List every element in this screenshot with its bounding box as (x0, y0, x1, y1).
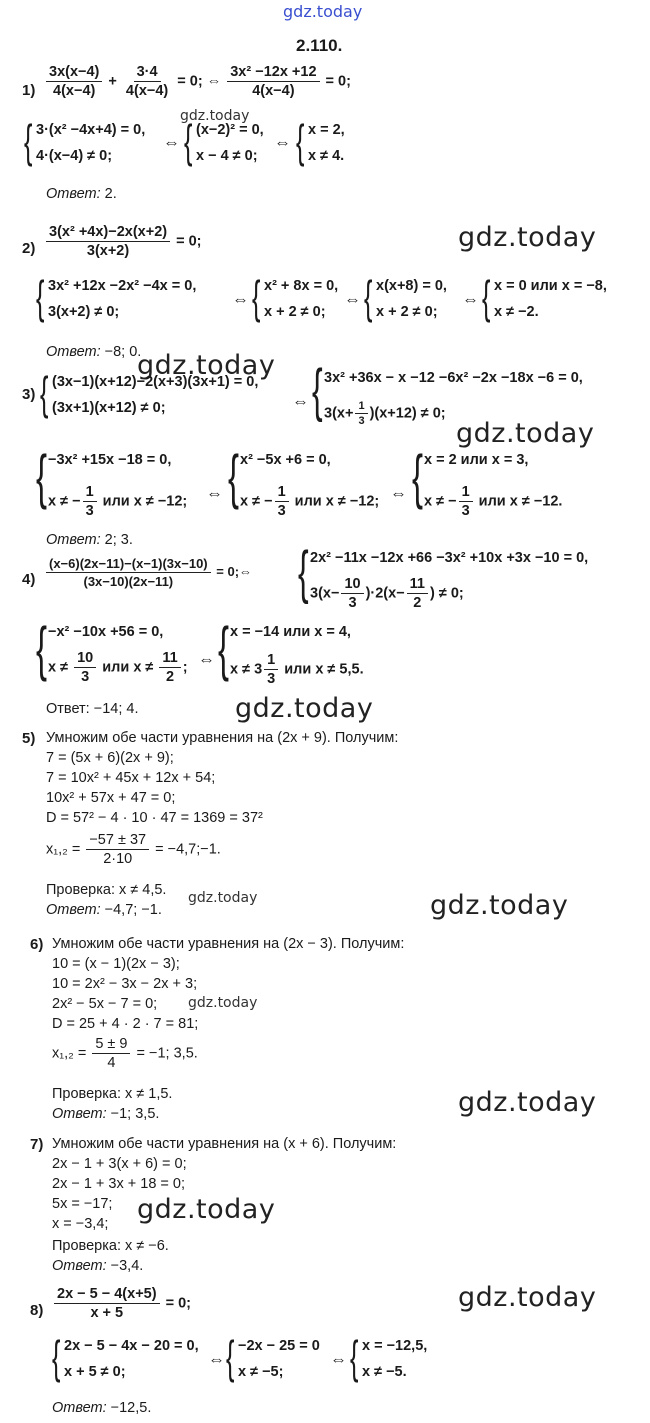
denominator: x + 5 (90, 1305, 124, 1321)
equivalence-symbol: ⇔ (208, 1350, 225, 1369)
system-row: −x² −10x +56 = 0, (48, 624, 164, 640)
check-line: Проверка: x ≠ 4,5. (46, 882, 167, 898)
system-row: x(x+8) = 0, (376, 278, 447, 294)
system-row: 3(x+ $\frac{1}{3}$ )(x+12) ≠ 0; (324, 400, 446, 427)
equals-zero: = 0; (176, 233, 202, 250)
answer-label: Ответ: (46, 902, 101, 918)
system-row: x = 0 или x = −8, (494, 278, 607, 294)
system-row: 2x² −11x −12x +66 −3x² +10x +3x −10 = 0, (310, 550, 589, 566)
system-row: (3x+1)(x+12) ≠ 0; (52, 400, 166, 416)
answer-value: 2; 3. (100, 532, 133, 548)
watermark-large: gdz.today (137, 350, 276, 381)
denominator: 4(x−4) (53, 83, 96, 99)
brace-icon: { (218, 615, 230, 682)
answer (52, 1400, 151, 1416)
equivalence-symbol: ⇔ (330, 1350, 347, 1369)
solution-step: 10 = (x − 1)(2x − 3); (52, 956, 180, 972)
solution-step: x = −3,4; (52, 1216, 109, 1232)
answer (52, 1106, 159, 1122)
system-row: x ≠ −5. (362, 1364, 407, 1380)
answer (46, 344, 141, 360)
answer-label: Ответ: (46, 186, 101, 202)
exercise-number: 2) (22, 240, 36, 257)
equals-zero: = 0; (177, 73, 203, 90)
numerator: (x−6)(2x−11)−(x−1)(3x−10) (46, 556, 211, 573)
system-row: (3x−1)(x+12)−2(x+3)(3x+1) = 0, (52, 374, 259, 390)
equivalence-symbol: ⇔ (232, 290, 249, 309)
answer (52, 1258, 143, 1274)
system-row: x − 4 ≠ 0; (196, 148, 258, 164)
equation-line (44, 64, 351, 99)
system-row: x = 2, (308, 122, 345, 138)
system-row: −3x² +15x −18 = 0, (48, 452, 172, 468)
watermark-large: gdz.today (235, 693, 374, 724)
system-row: 3(x+2) ≠ 0; (48, 304, 120, 320)
equation-line (44, 556, 252, 589)
equals-zero: = 0; (325, 73, 351, 90)
brace-icon: { (364, 271, 373, 323)
answer (46, 902, 162, 918)
system-row: x ≠ $\frac{10}{3}$ или x ≠ $\frac{11}{2}$ ; (48, 650, 188, 685)
equivalence-symbol: ⇔ (163, 133, 180, 152)
answer (46, 186, 117, 202)
solution-intro: Умножим обе части уравнения на (2x + 9). Получим: (46, 730, 399, 746)
equivalence-symbol: ⇔ (462, 290, 479, 309)
brace-icon: { (228, 443, 240, 510)
system-row: x = 2 или x = 3, (424, 452, 529, 468)
denominator: 3(x+2) (86, 243, 130, 259)
system-row: 4·(x−4) ≠ 0; (36, 148, 113, 164)
watermark-large: gdz.today (458, 222, 597, 253)
brace-icon: { (40, 367, 49, 419)
answer-label: Ответ: (52, 1400, 107, 1416)
answer: Ответ: −14; 4. (46, 701, 139, 717)
equals-zero: = 0;⇔ (216, 563, 253, 579)
brace-icon: { (296, 115, 305, 167)
exercise-number: 1) (22, 82, 36, 99)
roots-formula: x₁,₂ = $\frac{5 \pm 9}{4}$ = −1; 3,5. (52, 1036, 198, 1071)
solution-intro: Умножим обе части уравнения на (x + 6). Получим: (52, 1136, 397, 1152)
numerator: 3·4 (134, 64, 161, 82)
roots-formula: x₁,₂ = $\frac{-57 \pm 37}{2\cdot 10}$ = −4,7;−1. (46, 832, 221, 867)
system-row: x ≠ 3 $\frac{1}{3}$ или x ≠ 5,5. (230, 652, 364, 687)
exercise-number: 8) (30, 1302, 44, 1319)
equation-line (52, 1286, 191, 1321)
answer-value: −1; 3,5. (106, 1106, 160, 1122)
equation-line (44, 224, 202, 259)
equivalence-symbol: ⇔ (198, 650, 215, 669)
solution-intro: Умножим обе части уравнения на (2x − 3). Получим: (52, 936, 405, 952)
numerator: 2x − 5 − 4(x+5) (54, 1286, 160, 1304)
system-row: −2x − 25 = 0 (238, 1338, 320, 1354)
system-row: x + 2 ≠ 0; (376, 304, 438, 320)
system-row: (x−2)² = 0, (196, 122, 264, 138)
brace-icon: { (298, 540, 309, 605)
brace-icon: { (52, 1331, 61, 1383)
numerator: 3(x² +4x)−2x(x+2) (46, 224, 170, 242)
answer-value: −8; 0. (100, 344, 142, 360)
system-row: 3x² +12x −2x² −4x = 0, (48, 278, 197, 294)
exercise-number: 4) (22, 571, 36, 588)
watermark-top: gdz.today (283, 2, 363, 21)
solution-step: 2x² − 5x − 7 = 0; (52, 996, 158, 1012)
system-row: x ≠ − $\frac{1}{3}$ или x ≠ −12. (424, 484, 563, 519)
denominator: (3x−10)(2x−11) (83, 574, 174, 589)
brace-icon: { (24, 115, 33, 167)
equals-zero: = 0; (165, 1295, 191, 1312)
brace-icon: { (36, 615, 48, 682)
system-row: x ≠ −5; (238, 1364, 284, 1380)
answer-label: Ответ: (52, 1258, 107, 1274)
system-row: x ≠ 4. (308, 148, 345, 164)
solution-step: 10 = 2x² − 3x − 2x + 3; (52, 976, 198, 992)
answer-label: Ответ: (46, 344, 101, 360)
solution-step: 2x − 1 + 3(x + 6) = 0; (52, 1156, 187, 1172)
check-line: Проверка: x ≠ −6. (52, 1238, 169, 1254)
problem-title: 2.110. (296, 36, 343, 55)
system-row: x ≠ − $\frac{1}{3}$ или x ≠ −12; (48, 484, 188, 519)
system-row: 3(x− $\frac{10}{3}$ )·2(x− $\frac{11}{2}$ ) ≠ 0; (310, 576, 464, 611)
exercise-number: 5) (22, 730, 36, 747)
equivalence-symbol: ⇔ (206, 73, 222, 90)
solution-step: 2x − 1 + 3x + 18 = 0; (52, 1176, 186, 1192)
watermark-large: gdz.today (458, 1087, 597, 1118)
check-line: Проверка: x ≠ 1,5. (52, 1086, 173, 1102)
answer-value: −3,4. (106, 1258, 144, 1274)
brace-icon: { (36, 443, 48, 510)
denominator: 4(x−4) (252, 83, 295, 99)
solution-step: 10x² + 57x + 47 = 0; (46, 790, 176, 806)
watermark-small: gdz.today (188, 890, 258, 906)
answer-value: −4,7; −1. (100, 902, 162, 918)
watermark-large: gdz.today (137, 1194, 276, 1225)
denominator: 4(x−4) (125, 83, 169, 99)
system-row: x ≠ − $\frac{1}{3}$ или x ≠ −12; (240, 484, 380, 519)
equivalence-symbol: ⇔ (292, 392, 309, 411)
brace-icon: { (350, 1331, 359, 1383)
solution-step: 7 = (5x + 6)(2x + 9); (46, 750, 174, 766)
exercise-number: 7) (30, 1136, 44, 1153)
brace-icon: { (482, 271, 491, 323)
system-row: 3x² +36x − x −12 −6x² −2x −18x −6 = 0, (324, 370, 583, 386)
system-row: x = −14 или x = 4, (230, 624, 351, 640)
equivalence-symbol: ⇔ (206, 484, 223, 503)
system-row: x + 5 ≠ 0; (64, 1364, 126, 1380)
system-row: 3·(x² −4x+4) = 0, (36, 122, 146, 138)
watermark-large: gdz.today (458, 1282, 597, 1313)
operator: + (108, 73, 117, 90)
answer-label: Ответ: (52, 1106, 107, 1122)
equivalence-symbol: ⇔ (344, 290, 361, 309)
numerator: 3x² −12x +12 (227, 64, 319, 82)
solution-step: 5x = −17; (52, 1196, 113, 1212)
exercise-number: 6) (30, 936, 44, 953)
exercise-number: 3) (22, 386, 36, 403)
system-row: x ≠ −2. (494, 304, 539, 320)
brace-icon: { (226, 1331, 235, 1383)
solution-step: D = 25 + 4 · 2 · 7 = 81; (52, 1016, 199, 1032)
equivalence-symbol: ⇔ (274, 133, 291, 152)
solution-step: D = 57² − 4 · 10 · 47 = 1369 = 37² (46, 810, 263, 826)
system-row: x² −5x +6 = 0, (240, 452, 331, 468)
brace-icon: { (252, 271, 261, 323)
watermark-large: gdz.today (456, 418, 595, 449)
brace-icon: { (184, 115, 193, 167)
brace-icon: { (312, 358, 323, 423)
numerator: 3x(x−4) (46, 64, 102, 82)
brace-icon: { (36, 271, 45, 323)
answer-value: 2. (100, 186, 117, 202)
system-row: 2x − 5 − 4x − 20 = 0, (64, 1338, 199, 1354)
watermark-small: gdz.today (188, 995, 258, 1011)
watermark-small: gdz.today (180, 108, 250, 124)
system-row: x = −12,5, (362, 1338, 428, 1354)
system-row: x² + 8x = 0, (264, 278, 339, 294)
brace-icon: { (412, 443, 424, 510)
solution-step: 7 = 10x² + 45x + 12x + 54; (46, 770, 216, 786)
answer-label: Ответ: (46, 532, 101, 548)
answer-value: −12,5. (106, 1400, 152, 1416)
system-row: x + 2 ≠ 0; (264, 304, 326, 320)
answer (46, 532, 133, 548)
watermark-large: gdz.today (430, 890, 569, 921)
equivalence-symbol: ⇔ (390, 484, 407, 503)
